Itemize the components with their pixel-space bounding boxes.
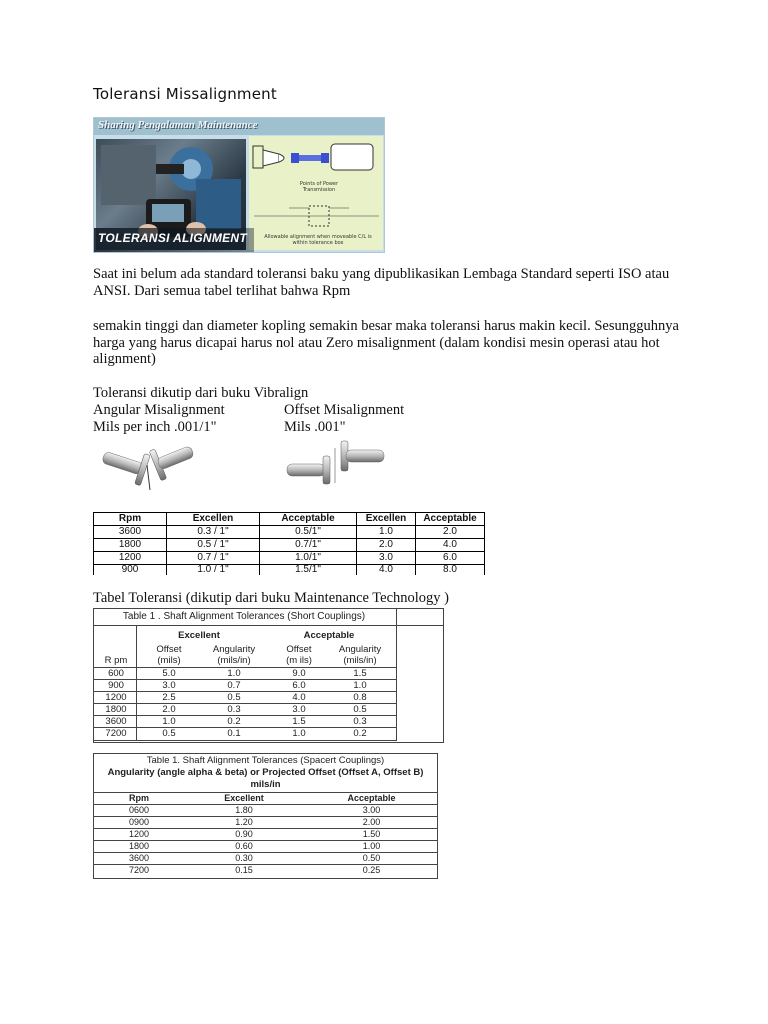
offset-misalignment-illustration <box>285 438 385 488</box>
table-cell: 2.0 <box>162 704 176 715</box>
table-cell: 1800 <box>94 539 167 552</box>
group-acceptable: Acceptable <box>303 630 355 641</box>
column-header: Angularity <box>338 644 382 655</box>
vibralign-tolerance-table <box>93 512 485 575</box>
table-cell: 0900 <box>128 817 150 827</box>
paragraph-intro: Saat ini belum ada standard toleransi baku yang dipublikasikan Lembaga Standard seperti ISO atau ANSI. Dari semua tabel terlihat bahwa Rpm <box>93 266 670 299</box>
spacer-couplings-table <box>93 753 438 879</box>
units-row <box>94 655 443 667</box>
column-unit: (mils) <box>157 655 181 666</box>
table-cell: 0.30 <box>235 853 253 863</box>
column-header: Acceptable <box>347 793 396 803</box>
table-row <box>94 728 443 740</box>
table-cell: 0.3 <box>353 716 367 727</box>
table-row <box>94 680 443 692</box>
table-cell: 0.5 <box>162 728 176 739</box>
vibralign-source: Toleransi dikutip dari buku Vibralign <box>93 385 309 401</box>
table-cell: 0.60 <box>235 841 253 851</box>
table-cell: 3600 <box>94 526 167 539</box>
table-cell: 1.20 <box>235 817 253 827</box>
table-cell: 1.0 <box>162 716 176 727</box>
table-cell: 0.8 <box>353 692 367 703</box>
table-row <box>94 828 437 840</box>
table-cell: 7200 <box>128 865 150 875</box>
table-cell: 900 <box>108 680 124 691</box>
column-header: Excellen <box>357 513 416 526</box>
table-cell: 4.0 <box>357 565 416 576</box>
column-header: Angularity <box>212 644 256 655</box>
table-header-row <box>94 792 437 804</box>
table-cell: 0600 <box>128 805 150 815</box>
table-cell: 600 <box>108 668 124 679</box>
maintenance-technology-caption: Tabel Toleransi (dikutip dari buku Maintenance Technology ) <box>93 590 450 606</box>
diagram-label: Points of Power Transmission <box>299 181 339 193</box>
table-cell: 1.0/1" <box>260 552 357 565</box>
table-cell: 0.50 <box>362 853 381 863</box>
table-cell: 4.0 <box>292 692 306 703</box>
table-cell: 0.7/1" <box>260 539 357 552</box>
table-cell: 0.3 / 1" <box>167 526 260 539</box>
table-cell: 1.00 <box>362 841 381 851</box>
table-cell: 2.5 <box>162 692 176 703</box>
page-title: Toleransi Missalignment <box>93 85 277 103</box>
table-cell: 7200 <box>105 728 127 739</box>
table-row <box>94 716 443 728</box>
column-unit: (mils/in) <box>217 655 251 666</box>
table-row <box>94 565 485 576</box>
angular-units: Mils per inch .001/1" <box>93 419 217 435</box>
table-cell: 0.2 <box>353 728 367 739</box>
table-subtitle: Angularity (angle alpha & beta) or Projected Offset (Offset A, Offset B) <box>107 767 424 778</box>
table-row <box>94 864 437 876</box>
table-cell: 1.80 <box>235 805 253 815</box>
table-cell: 0.7 / 1" <box>167 552 260 565</box>
table-cell: 2.00 <box>362 817 381 827</box>
table-cell: 0.15 <box>235 865 253 875</box>
table-title: Table 1. Shaft Alignment Tolerances (Spacert Couplings) <box>146 755 385 766</box>
table-cell: 1.0 <box>353 680 367 691</box>
column-header: Offset <box>156 644 182 655</box>
column-header: R pm <box>104 655 128 666</box>
table-cell: 1.5 <box>292 716 306 727</box>
diagram-note: Allowable alignment when moveable C/L is within tolerance box <box>264 234 372 246</box>
angular-misalignment-illustration <box>100 440 195 492</box>
table-cell: 0.5 <box>353 704 367 715</box>
table-cell: 1.0 / 1" <box>167 565 260 576</box>
table-cell: 0.2 <box>227 716 241 727</box>
table-cell: 6.0 <box>416 552 485 565</box>
table-cell: 0.5 / 1" <box>167 539 260 552</box>
table-cell: 1200 <box>94 552 167 565</box>
banner-caption: TOLERANSI ALIGNMENT <box>98 231 248 245</box>
table-cell: 1200 <box>128 829 150 839</box>
table-cell: 8.0 <box>416 565 485 576</box>
table-title: Table 1 . Shaft Alignment Tolerances (Short Couplings) <box>122 611 366 622</box>
table-cell: 0.1 <box>227 728 241 739</box>
offset-units: Mils .001" <box>284 419 346 435</box>
table-cell: 2.0 <box>357 539 416 552</box>
table-cell: 1.0 <box>292 728 306 739</box>
table-row <box>94 852 437 864</box>
banner-heading: Sharing Pengalaman Maintenance <box>98 119 258 131</box>
table-cell: 1.50 <box>362 829 381 839</box>
table-cell: 3.0 <box>292 704 306 715</box>
table-cell: 0.3 <box>227 704 241 715</box>
group-excellent: Excellent <box>178 630 220 641</box>
table-cell: 1200 <box>105 692 127 703</box>
group-header-row <box>94 630 443 642</box>
table-cell: 1.0 <box>227 668 241 679</box>
table-cell: 9.0 <box>292 668 306 679</box>
column-header: Acceptable <box>416 513 485 526</box>
table-cell: 1800 <box>128 841 150 851</box>
column-header: Offset <box>286 644 312 655</box>
table-cell: 0.5/1" <box>260 526 357 539</box>
table-cell: 0.90 <box>235 829 253 839</box>
table-header-row <box>94 513 485 526</box>
table-row <box>94 668 443 680</box>
table-cell: 6.0 <box>292 680 306 691</box>
table-cell: 0.7 <box>227 680 241 691</box>
table-cell: 3.00 <box>362 805 381 815</box>
table-row <box>94 526 485 539</box>
table-cell: 0.25 <box>362 865 381 875</box>
table-cell: 3.0 <box>357 552 416 565</box>
table-row <box>94 804 437 816</box>
table-cell: 1.5 <box>353 668 367 679</box>
table-cell: 900 <box>94 565 167 576</box>
column-unit: (m ils) <box>286 655 312 666</box>
table-row <box>94 692 443 704</box>
banner-image <box>93 117 385 253</box>
column-header: Rpm <box>94 513 167 526</box>
table-row <box>94 539 485 552</box>
table-cell: 4.0 <box>416 539 485 552</box>
table-cell: 3600 <box>128 853 150 863</box>
column-header: Excellen <box>167 513 260 526</box>
table-cell: 3.0 <box>162 680 176 691</box>
table-cell: 2.0 <box>416 526 485 539</box>
table-row <box>94 840 437 852</box>
offset-heading: Offset Misalignment <box>284 402 405 418</box>
table-row <box>94 816 437 828</box>
angular-heading: Angular Misalignment <box>93 402 225 418</box>
table-cell: 1.0 <box>357 526 416 539</box>
alignment-diagram <box>249 136 383 250</box>
column-header: Rpm <box>129 793 149 803</box>
table-units: mils/in <box>250 779 281 790</box>
table-cell: 1.5/1" <box>260 565 357 576</box>
column-unit: (mils/in) <box>343 655 377 666</box>
table-row <box>94 552 485 565</box>
table-cell: 5.0 <box>162 668 176 679</box>
short-couplings-table <box>93 608 444 743</box>
table-cell: 3600 <box>105 716 127 727</box>
table-cell: 0.5 <box>227 692 241 703</box>
column-header: Excellent <box>224 793 264 803</box>
paragraph-rpm: semakin tinggi dan diameter kopling semakin besar maka toleransi harus makin kecil. Sesungguhnya harga yang harus dicapai harus nol atau Zero misalignment (dalam kondisi mesin operasi atau hot alignment) <box>93 318 679 367</box>
column-header: Acceptable <box>260 513 357 526</box>
table-cell: 1800 <box>105 704 127 715</box>
table-row <box>94 704 443 716</box>
